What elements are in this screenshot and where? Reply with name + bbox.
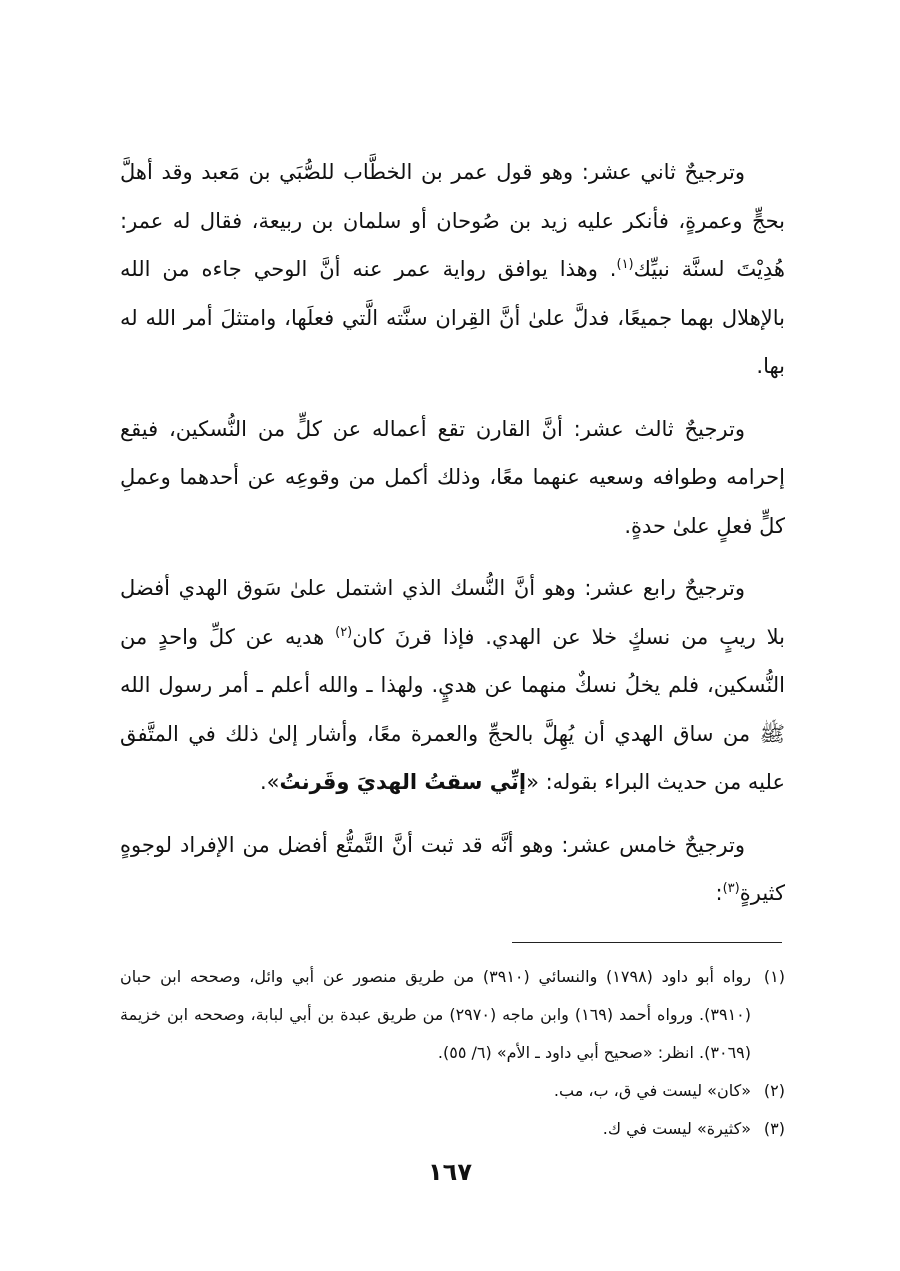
hadith-quote: إنِّي سقتُ الهديَ وقَرنتُ — [279, 770, 527, 794]
footnote-text: رواه أبو داود (١٧٩٨) والنسائي (٣٩١٠) من طريق منصور عن أبي وائل، وصححه ابن حبان (٣٩١٠). ورواه أحمد (١٦٩) وابن ماجه (٢٩٧٠) من طريق عبدة بن أبي لبابة، وصححه ابن خزيمة (٣٠٦٩). انظر: «صحيح أبي داود ـ الأم» (٦/ ٥٥). — [120, 967, 751, 1062]
paragraph-text: وترجيحٌ رابع عشر: وهو أنَّ النُّسك الذي اشتمل علىٰ سَوق الهدي أفضل بلا ريبٍ من نسكٍ خلا عن الهدي. فإذا قرنَ كان — [120, 576, 785, 649]
main-text — [120, 148, 785, 932]
paragraph-tarjih-12 — [120, 148, 785, 391]
footnote-separator — [512, 942, 782, 943]
paragraph-text: هديه عن كلِّ واحدٍ من النُّسكين، فلم يخلُ نسكٌ منهما عن هديٍ. ولهذا ـ والله أعلم ـ أمر رسول الله ﷺ من ساق الهدي أن يُهِلَّ بالحجِّ والعمرة معًا، وأشار إلىٰ ذلك في المتَّفق عليه من حديث البراء بقوله: « — [120, 624, 785, 794]
paragraph-text: وترجيحٌ خامس عشر: وهو أنَّه قد ثبت أنَّ التَّمتُّع أفضل من الإفراد لوجوهٍ كثيرةٍ — [120, 832, 785, 905]
footnote-text: «كثيرة» ليست في ك. — [602, 1119, 751, 1138]
footnotes — [120, 958, 785, 1148]
footnote-number: (١) — [763, 967, 785, 986]
footnote-number: (٢) — [763, 1081, 785, 1100]
paragraph-tarjih-14 — [120, 564, 785, 807]
quote-close: ». — [259, 770, 280, 794]
page-number: ١٦٧ — [428, 1158, 472, 1186]
paragraph-text: وترجيحٌ ثالث عشر: أنَّ القارن تقع أعماله عن كلٍّ من النُّسكين، فيقع إحرامه وطوافه وسعيه عنهما معًا، وذلك أكمل من وقوعِه عن أحدهما وعملِ كلٍّ فعلٍ علىٰ حدةٍ. — [120, 416, 785, 538]
footnote-text: «كان» ليست في ق، ب، مب. — [553, 1081, 751, 1100]
footnote-number: (٣) — [763, 1119, 785, 1138]
footnote-ref-3: (٣) — [722, 881, 740, 896]
footnote-ref-1: (١) — [616, 257, 634, 272]
paragraph-text: : — [715, 881, 723, 905]
paragraph-text: . وهذا يوافق رواية عمر عنه أنَّ الوحي جاءه من الله بالإهلال بهما جميعًا، فدلَّ علىٰ أنَّ القِران سنَّته الَّتي فعلَها، وامتثلَ أمر الله له بها. — [120, 257, 785, 378]
footnote-ref-2: (٢) — [335, 624, 353, 640]
paragraph-tarjih-13 — [120, 405, 785, 551]
footnote-item — [120, 1072, 785, 1110]
paragraph-tarjih-15 — [120, 821, 785, 918]
footnote-item — [120, 1110, 785, 1148]
paragraph-text: وترجيحٌ ثاني عشر: وهو قول عمر بن الخطَّاب للصُّبَي بن مَعبد وقد أهلَّ بحجٍّ وعمرةٍ، فأنكر عليه زيد بن صُوحان أو سلمان بن ربيعة، فقال له عمر: هُدِيْتَ لسنَّة نبيِّك — [120, 160, 785, 281]
footnote-item — [120, 958, 785, 1072]
